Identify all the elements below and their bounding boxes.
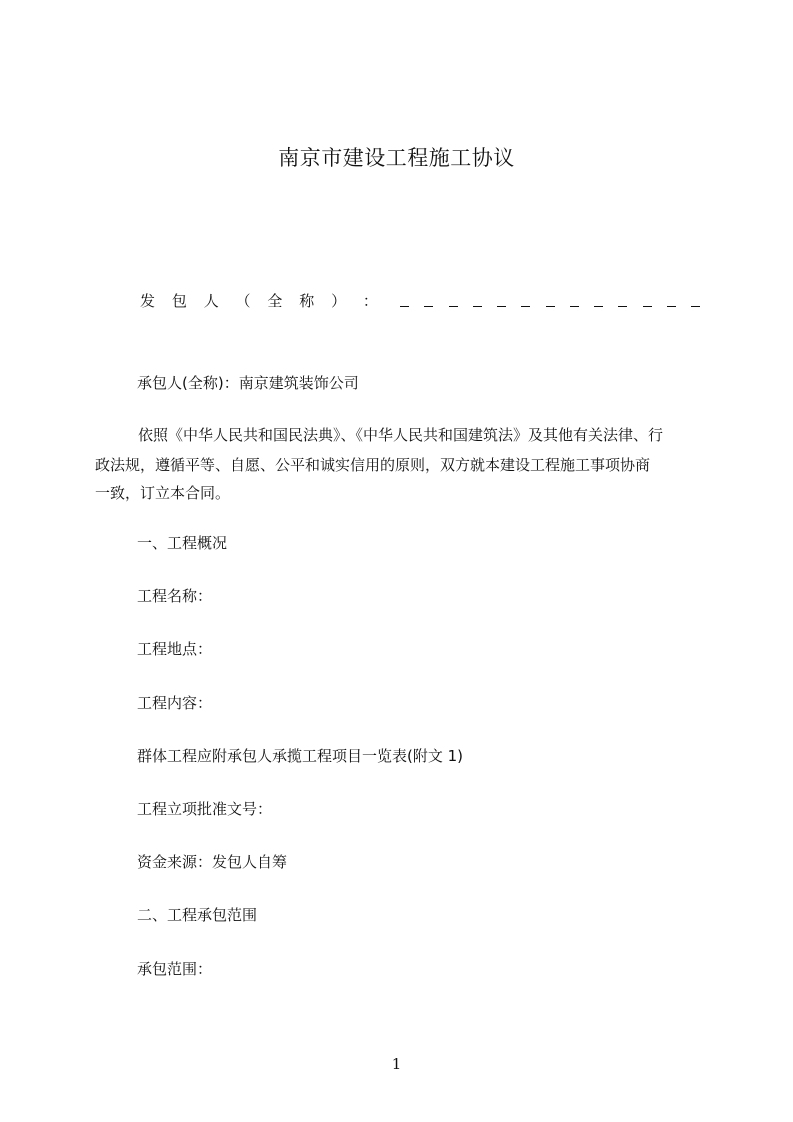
intro-line-2: 政法规，遵循平等、自愿、公平和诚实信用的原则，双方就本建设工程施工事项协商 [95,456,651,474]
scope-field: 承包范围： [137,960,213,978]
fill-blank-underscore [667,290,676,307]
employer-label-char: 包 [171,292,187,310]
document-title: 南京市建设工程施工协议 [278,146,515,170]
employer-label [140,290,378,311]
intro-line-3: 一致，订立本合同。 [95,484,231,502]
employer-label-char: 称 [299,292,315,310]
fill-blank-underscore [497,290,506,307]
employer-label-char: ） [331,292,347,310]
fill-blank-underscore [643,290,652,307]
project-name-field: 工程名称： [137,587,213,605]
employer-label-char: （ [235,292,251,310]
intro-line-1: 依照《中华人民共和国民法典》、《中华人民共和国建筑法》及其他有关法律、行 [138,426,664,444]
employer-line [140,290,700,314]
fill-blank-underscore [570,290,579,307]
page-number: 1 [391,1055,402,1073]
project-location-field: 工程地点： [137,640,213,658]
fill-blank-underscore [400,290,409,307]
fill-blank-underscore [424,290,433,307]
employer-label-char: 发 [140,292,156,310]
project-content-field: 工程内容： [137,694,213,712]
section-heading-scope: 二、工程承包范围 [137,906,258,924]
fill-blank-underscore [521,290,530,307]
fill-blank-underscore [546,290,555,307]
fill-blank-underscore [691,290,700,307]
fill-blank-underscore [449,290,458,307]
employer-label-char: ： [362,292,378,310]
employer-label-char: 全 [267,292,283,310]
group-project-note: 群体工程应附承包人承揽工程项目一览表(附文 1) [137,747,464,765]
employer-fill-blanks [400,290,700,307]
approval-number-field: 工程立项批准文号： [137,800,273,818]
employer-label-char: 人 [203,292,219,310]
contractor-line: 承包人(全称)：南京建筑装饰公司 [137,374,359,392]
fill-blank-underscore [594,290,603,307]
fill-blank-underscore [618,290,627,307]
section-heading-overview: 一、工程概况 [137,534,228,552]
fill-blank-underscore [473,290,482,307]
fund-source-field: 资金来源：发包人自筹 [137,853,288,871]
